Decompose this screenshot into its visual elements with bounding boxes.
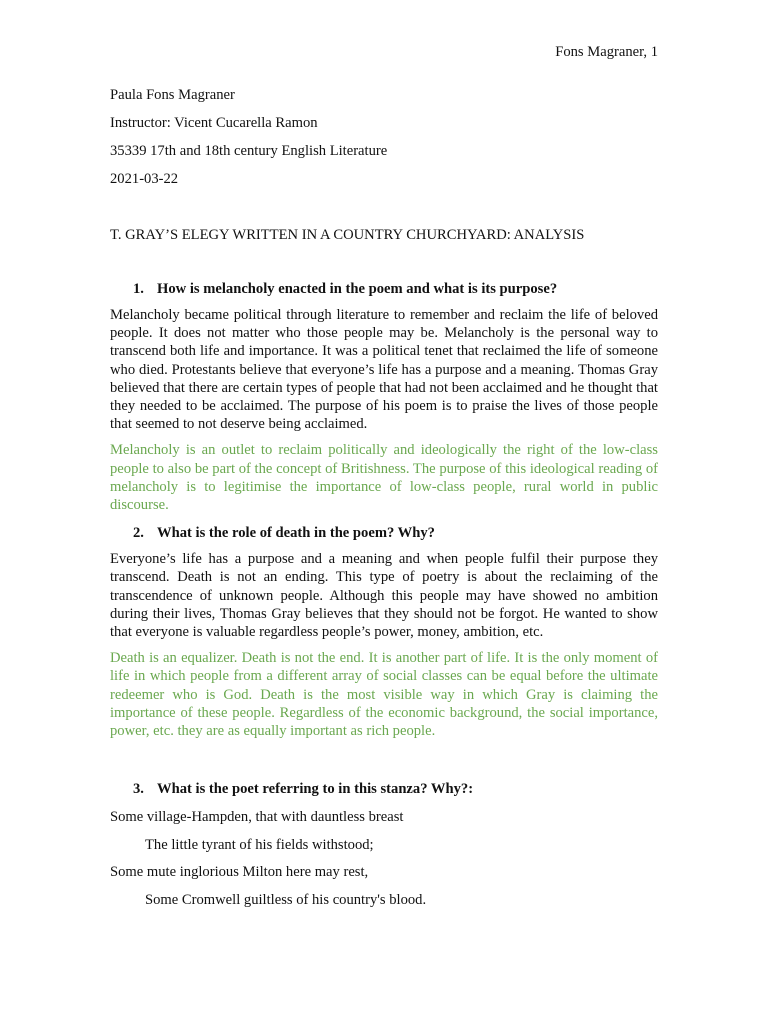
stanza-line: Some mute inglorious Milton here may rest,: [110, 864, 369, 881]
section-spacer: [110, 748, 658, 778]
document-body: [110, 278, 658, 916]
annotation-paragraph: Death is an equalizer. Death is not the end. It is another part of life. It is the only moment of life in which people from a different array of social classes can be equal before the ultimate redeemer who is God. Death is the most visible way in which Gray is claiming the importance of these people. Regardless of the economic background, the social importance, power, etc. they are as equally important as rich people.: [110, 650, 658, 740]
question-number: 3.: [133, 781, 144, 798]
question-text: What is the role of death in the poem? Why?: [157, 525, 435, 542]
annotation-paragraph: Melancholy is an outlet to reclaim politically and ideologically the right of the low-class people to also be part of the concept of Britishness. The purpose of this ideological reading of melancholy is to legitimise the importance of low-class people, rural world in public discourse.: [110, 442, 658, 514]
answer-paragraph: Everyone’s life has a purpose and a meaning and when people fulfil their purpose they transcend. Death is not an ending. This type of poetry is about the reclaiming of the transcendence of unknown people. Although this people may have showed no ambition during their lives, Thomas Gray believes that they should not be forgot. He wanted to show that everyone is valuable regardless people’s power, money, ambition, etc.: [110, 551, 658, 641]
stanza-line: Some Cromwell guiltless of his country's blood.: [145, 891, 427, 908]
author-name: Paula Fons Magraner: [110, 87, 235, 103]
question-number: 2.: [133, 525, 144, 542]
stanza-line: Some village-Hampden, that with dauntless breast: [110, 809, 404, 826]
course-line: 35339 17th and 18th century English Literature: [110, 143, 388, 159]
stanza-line: The little tyrant of his fields withstood;: [145, 836, 374, 853]
running-head: Fons Magraner, 1: [555, 44, 658, 60]
date-line: 2021-03-22: [110, 171, 179, 187]
question-text: How is melancholy enacted in the poem and what is its purpose?: [157, 281, 558, 297]
instructor-line: Instructor: Vicent Cucarella Ramon: [110, 115, 318, 131]
answer-paragraph: Melancholy became political through literature to remember and reclaim the life of beloved people. It does not matter who those people may be. Melancholy is the personal way to transcend both life and importance. It was a political tenet that reclaimed the life of someone who died. Protestants believe that everyone’s life has a purpose and a meaning. Thomas Gray believed that there are certain types of people that had not been acclaimed and he thought that they needed to be acclaimed. The purpose of his poem is to praise the lives of those people that seemed to not deserve being acclaimed.: [110, 307, 658, 433]
question-number: 1.: [133, 281, 144, 297]
header-block: [110, 84, 658, 196]
question-heading: [110, 778, 658, 800]
poem-stanza: [110, 806, 658, 911]
question-heading: [110, 278, 658, 300]
document-title: T. GRAY’S ELEGY WRITTEN IN A COUNTRY CHURCHYARD: ANALYSIS: [110, 227, 585, 243]
question-text: What is the poet referring to in this stanza? Why?:: [157, 781, 474, 798]
question-heading: [110, 522, 658, 544]
